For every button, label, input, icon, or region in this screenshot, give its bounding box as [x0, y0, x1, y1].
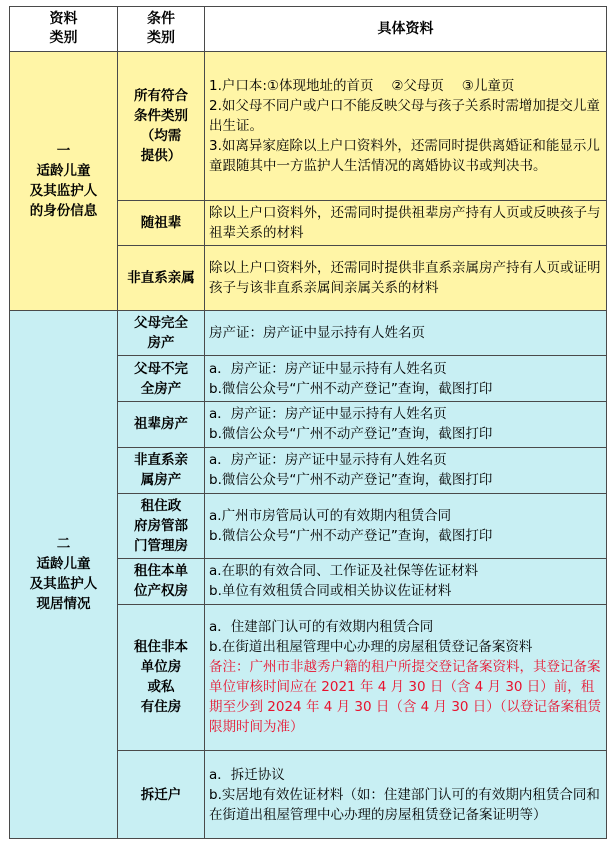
- section2-materials-relatives-property: [205, 447, 607, 493]
- material-line: b.微信公众号“广州不动产登记”查询，截图打印: [209, 380, 493, 397]
- material-line: 3.如离异家庭除以上户口资料外，还需同时提供离婚证和能显示儿童跟随其中一方监护人生活情况的离婚协议书或判决书。: [209, 138, 600, 175]
- section2-condition-grandparents-property: 祖辈房产: [118, 402, 205, 447]
- section2-materials-relocated: [205, 751, 607, 839]
- section2-materials-private-rental: [205, 604, 607, 751]
- section2-materials-parents-partial: [205, 356, 607, 402]
- section2-materials-employer-property: [205, 559, 607, 604]
- material-line: b.微信公众号“广州不动产登记”查询，截图打印: [209, 528, 493, 545]
- section2-materials-grandparents-property: [205, 402, 607, 447]
- section2-condition-relocated: 拆迁户: [118, 751, 205, 839]
- material-line: a.广州市房管局认可的有效期内租赁合同: [209, 508, 452, 525]
- material-line: 除以上户口资料外，还需同时提供非直系亲属房产持有人页或证明孩子与该非直系亲属间亲属关系的材料: [209, 260, 601, 297]
- material-line: b.微信公众号“广州不动产登记”查询，截图打印: [209, 472, 493, 489]
- section1-materials-all: [205, 52, 607, 201]
- section2-materials-parents-full: [205, 310, 607, 355]
- section2-condition-private-rental: 租住非本 单位房 或私 有住房: [118, 604, 205, 751]
- section1-condition-grandparents: 随祖辈: [118, 201, 205, 246]
- material-line: 2.如父母不同户或户口不能反映父母与孩子关系时需增加提交儿童出生证。: [209, 98, 600, 135]
- section2-label: 二 适龄儿童 及其监护人 现居情况: [10, 310, 118, 838]
- materials-table: [9, 6, 607, 839]
- header-condition-category: 条件 类别: [118, 7, 205, 52]
- table-row: [10, 52, 607, 201]
- material-line: a．住建部门认可的有效期内租赁合同: [209, 619, 434, 636]
- material-line: a．房产证：房产证中显示持有人姓名页: [209, 452, 447, 469]
- material-line: a．房产证：房产证中显示持有人姓名页: [209, 406, 447, 423]
- section2-materials-government-rental: [205, 493, 607, 558]
- section2-condition-parents-full: 父母完全 房产: [118, 310, 205, 355]
- section2-condition-relatives-property: 非直系亲 属房产: [118, 447, 205, 493]
- red-note: 备注：广州市非越秀户籍的租户所提交登记备案资料，其登记备案单位审核时间应在 2021 年 4 月 30 日（含 4 月 30 日）前，租期至少到 2024 年 4 月 30 日（含 4 月 30 日）（以登记备案租赁限期时间为准）: [209, 659, 602, 736]
- section2-condition-government-rental: 租住政 府房管部 门管理房: [118, 493, 205, 558]
- section2-condition-employer-property: 租住本单 位产权房: [118, 559, 205, 604]
- table-row: [10, 310, 607, 355]
- material-line: a．拆迁协议: [209, 766, 285, 783]
- material-line: b.实居地有效佐证材料（如：住建部门认可的有效期内租赁合同和在街道出租屋管理中心办理的房屋租赁登记备案证明等）: [209, 786, 600, 823]
- section2-condition-parents-partial: 父母不完 全房产: [118, 356, 205, 402]
- material-line: 房产证：房产证中显示持有人姓名页: [209, 324, 425, 341]
- section1-condition-non-direct-relatives: 非直系亲属: [118, 246, 205, 310]
- header-material-category: 资料 类别: [10, 7, 118, 52]
- material-line: b.微信公众号“广州不动产登记”查询，截图打印: [209, 426, 493, 443]
- material-line: b.在街道出租屋管理中心办理的房屋租赁登记备案资料: [209, 639, 533, 656]
- material-line: b.单位有效租赁合同或相关协议佐证材料: [209, 583, 452, 600]
- section1-condition-all: 所有符合 条件类别 （均需 提供）: [118, 52, 205, 201]
- section1-label: 一 适龄儿童 及其监护人 的身份信息: [10, 52, 118, 311]
- section1-materials-non-direct-relatives: [205, 246, 607, 310]
- table-header-row: [10, 7, 607, 52]
- material-line: 除以上户口资料外，还需同时提供祖辈房产持有人页或反映孩子与祖辈关系的材料: [209, 205, 601, 242]
- header-specific-materials: 具体资料: [205, 7, 607, 52]
- material-line: 1.户口本:①体现地址的首页 ②父母页 ③儿童页: [209, 78, 515, 95]
- material-line: a.在职的有效合同、工作证及社保等佐证材料: [209, 563, 479, 580]
- section1-materials-grandparents: [205, 201, 607, 246]
- material-line: a．房产证：房产证中显示持有人姓名页: [209, 360, 447, 377]
